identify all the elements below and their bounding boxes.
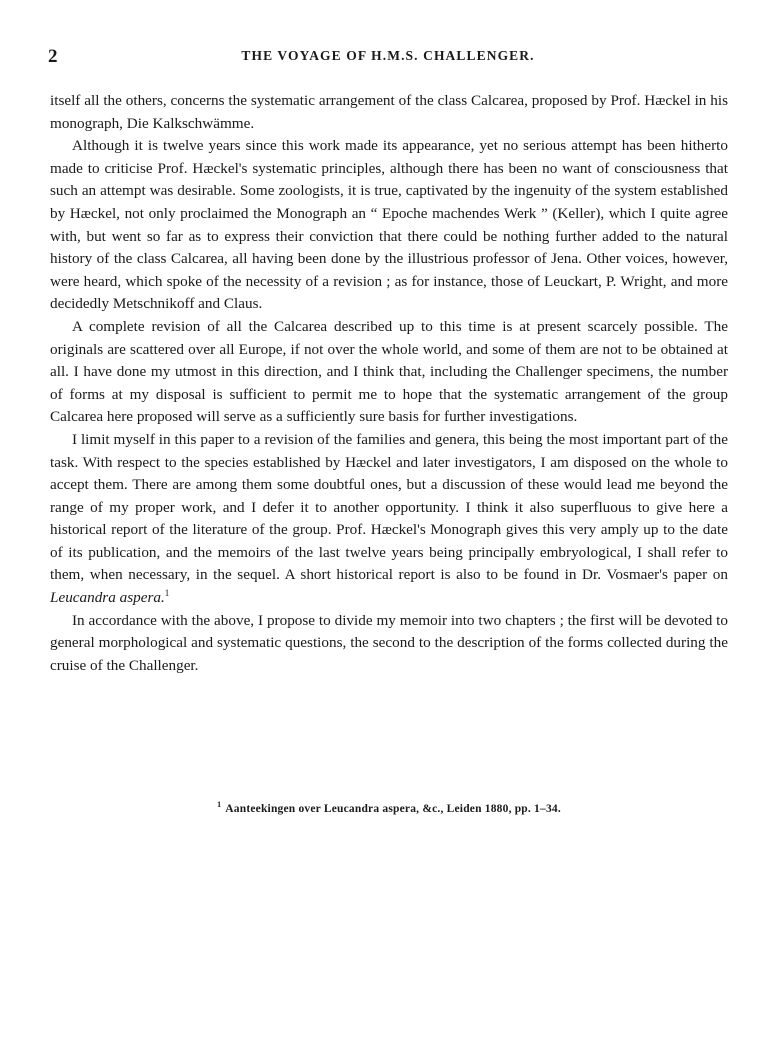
footnote-mark: 1: [217, 800, 222, 810]
paragraph-4: [50, 429, 728, 610]
page-number: 2: [48, 46, 58, 67]
body-text: [50, 90, 728, 677]
running-title: THE VOYAGE OF H.M.S. CHALLENGER.: [241, 48, 535, 63]
footnote: [50, 800, 728, 815]
italic-species-title: Leucandra aspera.: [50, 589, 165, 607]
paragraph-2: Although it is twelve years since this work made its appearance, yet no serious attempt has been hitherto made to criticise Prof. Hæckel's systematic principles, although there has been no want of consciousness that such an attempt was desirable. Some zoologists, it is true, captivated by the ingenuity of the system established by Hæckel, not only proclaimed the Monograph an “ Epoche machendes Werk ” (Keller), which I quite agree with, but went so far as to express their conviction that there could be nothing further added to the natural history of the class Calcarea, all having been done by the illustrious professor of Jena. Other voices, however, were heard, which spoke of the necessity of a revision ; as for instance, those of Leuckart, P. Wright, and more decidedly Metschnikoff and Claus.: [50, 137, 728, 313]
footnote-reference: 1: [164, 588, 170, 598]
paragraph-1: itself all the others, concerns the systematic arrangement of the class Calcarea, proposed by Prof. Hæckel in his monograph, Die Kalkschwämme.: [50, 92, 728, 132]
page-header: [48, 46, 728, 70]
paragraph-5: In accordance with the above, I propose to divide my memoir into two chapters ; the first will be devoted to general morphological and systematic questions, the second to the description of the forms collected during the cruise of the Challenger.: [50, 611, 728, 674]
paragraph-3: A complete revision of all the Calcarea described up to this time is at present scarcely possible. The originals are scattered over all Europe, if not over the whole world, and some of them are not to be obtained at all. I have done my utmost in this direction, and I think that, including the Challenger specimens, the number of forms at my disposal is sufficient to permit me to hope that the systematic arrangement of the group Calcarea here proposed will serve as a sufficiently sure basis for further investigations.: [50, 317, 728, 426]
paragraph-4-text: I limit myself in this paper to a revision of the families and genera, this being the most important part of the task. With respect to the species established by Hæckel and later investigators, I am disposed on the whole to accept them. There are among them some doubtful ones, but a discussion of these would lead me beyond the range of my proper work, and I defer it to another opportunity. I think it also superfluous to give here a historical report of the literature of the group. Prof. Hæckel's Monograph gives this very amply up to the date of its publication, and the memoirs of the last twelve years being principally embryological, I shall refer to them, when necessary, in the sequel. A short historical report is also to be found in Dr. Vosmaer's paper on: [50, 430, 728, 584]
footnote-text: Aanteekingen over Leucandra aspera, &c., Leiden 1880, pp. 1–34.: [225, 803, 561, 815]
